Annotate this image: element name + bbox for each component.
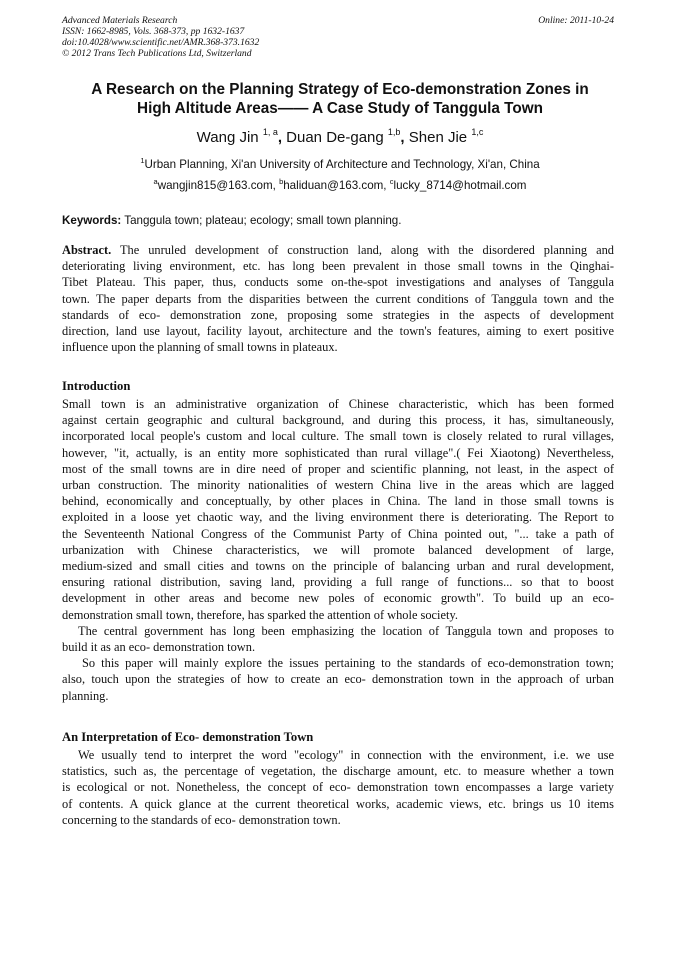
body-line: planning. [62, 688, 109, 703]
body-line: however, "it, actually, is an entity more sophisticated than rural village".( Fei Xiaotong) Nevertheless, [62, 445, 614, 460]
author-list [62, 128, 618, 148]
author-separator: , [277, 129, 282, 146]
title-line-2: High Altitude Areas—— A Case Study of Tanggula Town [137, 100, 543, 117]
body-line: development in other areas and become new poles of economic growth". To build up an eco- [62, 591, 614, 606]
abstract-line: direction, land use layout, facility layout, architecture and the town's features, aiming to exert positive [62, 324, 614, 339]
section-heading-introduction: Introduction [62, 379, 131, 393]
issn-line: ISSN: 1662-8985, Vols. 368-373, pp 1632-1637 [62, 26, 245, 37]
body-line: The central government has long been emphasizing the location of Tanggula town and proposes to [78, 623, 614, 638]
abstract-label: Abstract. [62, 243, 112, 257]
body-line: concerning to the standards of eco- demonstration town. [62, 812, 341, 827]
affiliation-text: Urban Planning, Xi'an University of Architecture and Technology, Xi'an, China [144, 158, 540, 171]
body-line: So this paper will mainly explore the issues pertaining to the standards of eco-demonstration town; [82, 656, 614, 671]
body-line: behind, economically and conceptually, by other places in China. The land in those small towns is [62, 494, 614, 509]
keywords [62, 213, 618, 229]
journal-header [62, 15, 618, 59]
body-line: is ecological or not. Nonetheless, the concept of eco- demonstration town encompasses a large variety [62, 780, 614, 795]
doi-line: doi:10.4028/www.scientific.net/AMR.368-373.1632 [62, 37, 260, 48]
body-line: urbanization with Chinese characteristics, we will promote balanced development of large, [62, 542, 614, 557]
email-mark: b [279, 177, 284, 186]
body-line: urban construction. The minority nationalities of western China live in the areas which are lagged [62, 478, 614, 493]
interpretation-body [62, 747, 614, 828]
section-heading-interpretation: An Interpretation of Eco- demonstration Town [62, 730, 314, 744]
keywords-text: Tanggula town; plateau; ecology; small town planning. [121, 214, 402, 227]
abstract-line [62, 242, 614, 258]
abstract-line-text: The unruled development of construction land, along with the disordered planning and [111, 243, 614, 257]
copyright-line: © 2012 Trans Tech Publications Ltd, Switzerland [62, 48, 252, 59]
abstract-line: deteriorating living environment, etc. has long been prevalent in those small towns in the Qinghai- [62, 259, 614, 274]
email-address: lucky_8714@hotmail.com [393, 179, 527, 192]
abstract-line: standards of eco- demonstration zone, proposing some strategies in the aspects of development [62, 307, 614, 322]
email-mark: a [153, 177, 158, 186]
author-affiliation-mark: 1,b [387, 127, 401, 137]
body-line: medium-sized and small cities and towns on the principle of balancing urban and rural development, [62, 559, 614, 574]
journal-name: Advanced Materials Research [62, 15, 178, 26]
paper-title [62, 80, 618, 118]
author-affiliation-mark: 1, a [262, 127, 278, 137]
body-line: Small town is an administrative organization of Chinese characteristic, which has been formed [62, 397, 614, 411]
author-name: Duan De-gang [282, 129, 388, 146]
abstract-line: Tibet Plateau. This paper, thus, conducts some on-the-spot investigations and analyses of Tanggula [62, 275, 614, 290]
body-line: incorporated local people's custom and local culture. The small town is closely related to rural villages, [62, 429, 614, 444]
body-line: build it as an eco- demonstration town. [62, 640, 256, 655]
body-line: the Seventeenth National Congress of the Communist Party of China pointed out, "... take a path of [62, 526, 614, 541]
body-line: We usually tend to interpret the word "ecology" in connection with the environment, i.e. we use [78, 748, 614, 762]
body-line: of contents. A quick glance at the current theoretical works, academic views, etc. brings us 10 items [62, 796, 614, 811]
body-line: ensuring rational distribution, saving land, providing a full range of functions... so that to boost [62, 575, 614, 590]
abstract-line: influence upon the planning of small towns in plateaux. [62, 340, 338, 355]
author-separator: , [400, 129, 405, 146]
body-line: statistics, such as, the percentage of vegetation, the discharge amount, etc. to measure whether a town [62, 764, 614, 779]
abstract-line: town. The paper departs from the disparities between the current conditions of Tanggula town and the [62, 291, 614, 306]
body-line: most of the small towns are in dire need of proper and scientific planning, not least, in the aspect of [62, 461, 614, 476]
body-line: exploited in a loose yet chaotic way, and the living environment there is deteriorating. The Report to [62, 510, 614, 525]
body-line: demonstration small town, therefore, has sparked the attention of whole society. [62, 607, 458, 622]
author-emails [62, 178, 618, 194]
abstract [62, 242, 614, 355]
email-address: wangjin815@163.com, [157, 179, 280, 192]
affiliation [62, 157, 618, 173]
online-date: Online: 2011-10-24 [538, 15, 614, 26]
email-mark: c [389, 177, 394, 186]
keywords-label: Keywords: [62, 214, 122, 227]
author-name: Wang Jin [196, 129, 263, 146]
title-line-1: A Research on the Planning Strategy of Eco-demonstration Zones in [91, 81, 589, 98]
body-line: against certain geographic and cultural background, and during this process, it has, simultaneously, [62, 413, 614, 428]
body-line: also, touch upon the strategies of how to create an eco- demonstration town in the approach of urban [62, 672, 614, 687]
author-affiliation-mark: 1,c [471, 127, 484, 137]
introduction-body [62, 396, 614, 704]
affiliation-mark: 1 [140, 156, 145, 165]
author-name: Shen Jie [404, 129, 472, 146]
email-address: haliduan@163.com, [283, 179, 390, 192]
